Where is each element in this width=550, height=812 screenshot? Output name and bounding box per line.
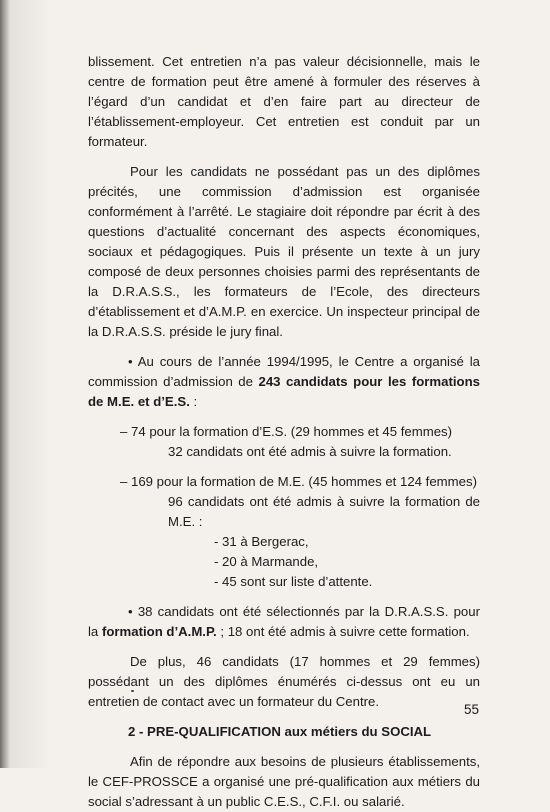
es-admitted-line: 32 candidats ont été admis à suivre la formation. [168,444,452,459]
amp-intro: • 38 candidats ont été sélectionnés par la D.R.A.S.S. pour la [88,604,480,639]
me-marmande-line: - 20 à Marmande, [214,554,319,569]
paragraph-amp [88,602,480,642]
section-heading-prequalification: 2 - PRE-QUALIFICATION aux métiers du SOCIAL [128,724,432,739]
paragraph-prequalification: Afin de répondre aux besoins de plusieurs établissements, le CEF-PROSSCE a organisé une pré-qualification aux métiers du social s’adressant à un public C.E.S., C.F.I. ou salarié. [88,754,480,809]
page-number: 55 [464,702,480,717]
page-gutter-shade [10,0,50,768]
es-formation-line: – 74 pour la formation d’E.S. (29 hommes et 45 femmes) [120,424,453,439]
amp-end: ; 18 ont été admis à suivre cette formation. [216,624,470,639]
book-spine-shadow [0,0,10,768]
paragraph-commission-stats [88,352,480,412]
me-admitted-line: 96 candidats ont été admis à suivre la formation de M.E. : [168,494,480,529]
paragraph-commission: Pour les candidats ne possédant pas un des diplômes précités, une commission d’admission est organisée conformément à l’arrêté. Le stagiaire doit répondre par écrit à des questions d’actualité concernant des aspects économiques, sociaux et pédagogiques. Puis il présente un texte à un jury composé de deux personnes choisies parmi des représentants de la D.R.A.S.S., les formateurs de l’Ecole, des directeurs d’établissement et d’A.M.P. en exercice. Un inspecteur principal de la D.R.A.S.S. préside le jury final. [88,164,480,339]
paragraph-entretien: blissement. Cet entretien n’a pas valeur décisionnelle, mais le centre de formation peut être amené à formuler des réserves à l’égard d’un candidat et d’en faire part au directeur de l’établissement-employeur. Cet entretien est conduit par un formateur. [88,54,480,149]
commission-candidates-bold: 243 candidats pour les formations de M.E. et d’E.S. [88,374,480,409]
me-formation-line: – 169 pour la formation de M.E. (45 hommes et 124 femmes) [120,474,477,489]
me-bergerac-line: - 31 à Bergerac, [214,534,309,549]
commission-intro: • Au cours de l’année 1994/1995, le Centre a organisé la commission d’admission de [88,354,480,389]
paragraph-contact: De plus, 46 candidats (17 hommes et 29 femmes) possédant un des diplômes énumérés ci-dessus ont eu un entretien de contact avec un formateur du Centre. [88,654,480,709]
commission-colon: : [189,394,198,409]
me-waitlist-line: - 45 sont sur liste d’attente. [214,574,373,589]
stray-mark [131,690,134,692]
amp-formation-bold: formation d’A.M.P. [101,624,217,639]
page-body [88,52,480,812]
